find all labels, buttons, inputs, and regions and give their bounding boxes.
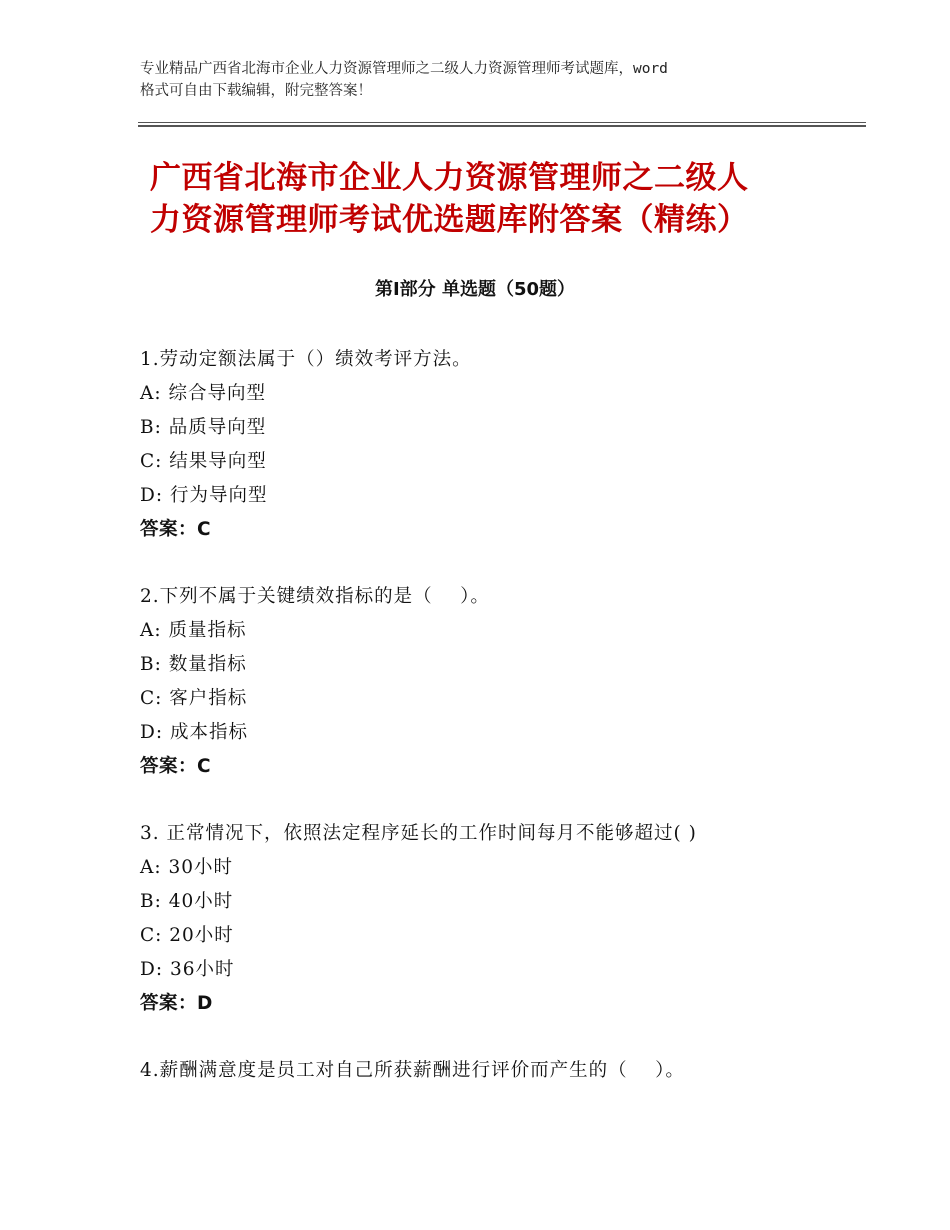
question-4 [140,1054,860,1088]
question-stem: 3. 正常情况下，依照法定程序延长的工作时间每月不能够超过( ) [140,823,697,844]
option-d: D: 成本指标 [140,722,248,743]
question-list [140,343,860,1121]
option-b: B: 品质导向型 [140,417,267,438]
header-note-line-2: 格式可自由下载编辑，附完整答案！ [140,83,372,99]
question-stem: 4.薪酬满意度是员工对自己所获薪酬进行评价而产生的（ ）。 [140,1060,685,1081]
question-3 [140,817,860,1021]
document-title-line-1: 广西省北海市企业人力资源管理师之二级人 [150,160,749,196]
option-a: A: 综合导向型 [140,383,266,404]
option-c: C: 结果导向型 [140,451,267,472]
section-heading: 第Ⅰ部分 单选题（50题） [374,279,575,300]
option-d: D: 36小时 [140,959,235,980]
option-a: A: 30小时 [140,857,234,878]
question-stem: 2.下列不属于关键绩效指标的是（ ）。 [140,586,490,607]
document-title [150,157,850,241]
option-d: D: 行为导向型 [140,485,268,506]
document-title-line-2: 力资源管理师考试优选题库附答案（精练） [150,202,749,238]
header-note [140,58,830,102]
option-a: A: 质量指标 [140,620,247,641]
option-b: B: 40小时 [140,891,234,912]
answer: 答案：D [140,993,213,1014]
header-note-line-1: 专业精品广西省北海市企业人力资源管理师之二级人力资源管理师考试题库，word [140,61,668,77]
question-stem: 1.劳动定额法属于（）绩效考评方法。 [140,349,472,370]
answer: 答案：C [140,519,212,540]
answer: 答案：C [140,756,212,777]
question-2 [140,580,860,784]
option-b: B: 数量指标 [140,654,247,675]
header-divider-thick [138,125,866,127]
option-c: C: 20小时 [140,925,234,946]
option-c: C: 客户指标 [140,688,248,709]
question-1 [140,343,860,547]
header-divider-thin [138,122,866,123]
